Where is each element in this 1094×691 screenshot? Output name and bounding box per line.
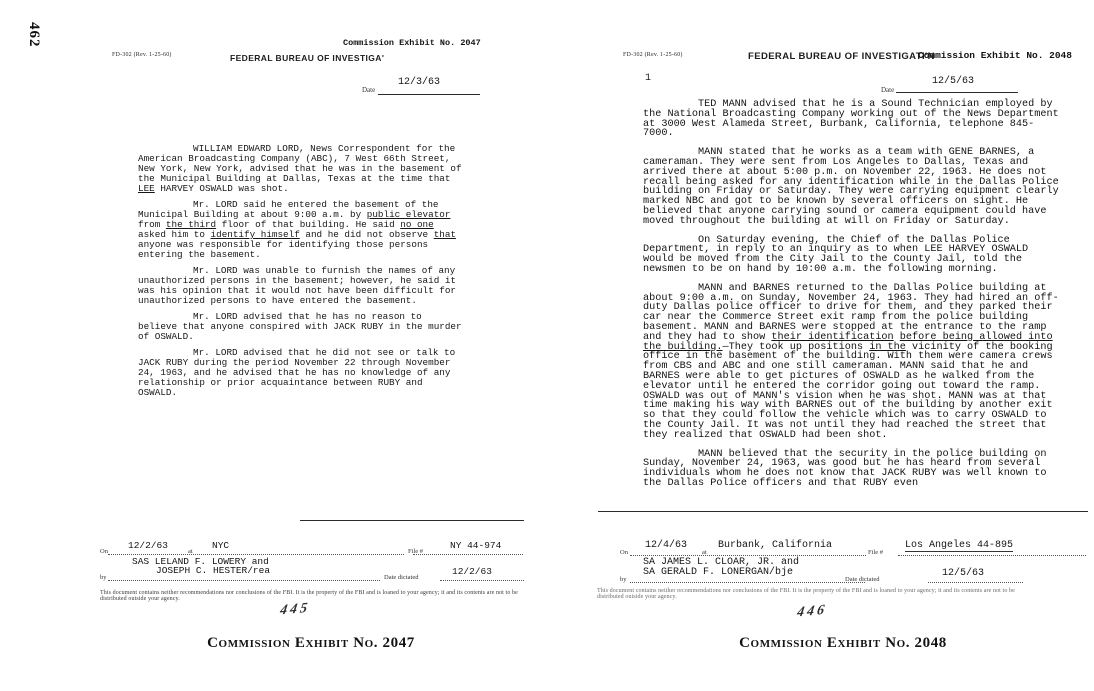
date-dictated-label: Date dictated (845, 576, 880, 583)
body-paragraph: WILLIAM EDWARD LORD, News Correspondent for the American Broadcasting Company (ABC), 7 West 66th Street, New York, New York, advised that he was in the basement of the Municipal Building at Dallas, Texas at the time that LEE HARVEY OSWALD was shot. (138, 143, 462, 194)
disclaimer-text: This document contains neither recommendations nor conclusions of the FBI. It is the property of the FBI and is loaned to your agency; it and its contents are not to be distributed outside your agency. (100, 590, 518, 602)
footer-rule (630, 582, 865, 583)
footer-rule (898, 555, 1086, 556)
date-label: Date (362, 86, 376, 94)
date-value: 12/5/63 (932, 76, 975, 87)
body-paragraph: Mr. LORD said he entered the basement of the Municipal Building at about 9:00 a.m. by public elevator from the third floor of that building. He said no one asked him to identify himself and he did not observe that anyone was responsible for identifying those persons entering the basement. (138, 199, 457, 260)
file-number-label: File # (868, 549, 883, 556)
at-label: at (188, 548, 193, 555)
footer-rule (108, 580, 380, 581)
agent-name: JOSEPH C. HESTER/rea (156, 565, 271, 576)
footer-rule (413, 554, 523, 555)
body-paragraph: On Saturday evening, the Chief of the Dallas Police Department, in reply to an inquiry as to when LEE HARVEY OSWALD would be moved from the City Jail to the County Jail, told the newsmen to be on hand by 10:00 a.m. the following morning. (643, 234, 1029, 275)
on-label: On (100, 548, 108, 555)
body-paragraph: Mr. LORD advised that he has no reason to believe that anyone conspired with JACK RUBY in the murder of OSWALD. (138, 311, 462, 342)
location-value: NYC (212, 540, 230, 551)
location-value: Burbank, California (718, 540, 833, 551)
by-label: by (100, 574, 107, 581)
book-page-number: 462 (26, 22, 42, 48)
footer-rule (440, 580, 524, 581)
footer-rule (928, 582, 1023, 583)
on-label: On (620, 549, 628, 556)
report-body (138, 144, 464, 404)
disclaimer-text: This document contains neither recommendations nor conclusions of the FBI. It is the property of the FBI and is loaned to your agency; it and its contents are not to be distributed outside your agency. (597, 588, 1015, 600)
exhibit-caption: Commission Exhibit No. 2048 (739, 635, 947, 651)
footer-separator (300, 520, 524, 521)
file-number-value: NY 44-974 (450, 540, 502, 551)
agent-name: SA GERALD F. LONERGAN/bje (643, 567, 794, 578)
file-number-label: File # (408, 548, 423, 555)
date-underline (896, 92, 1018, 93)
exhibit-stamp: Commission Exhibit No. 2048 (918, 50, 1072, 61)
interview-date-value: 12/4/63 (645, 540, 688, 551)
body-paragraph: MANN believed that the security in the police building on Sunday, November 24, 1963, was good but he has heard from several individuals whom he does not know that JACK RUBY was well known to the Dallas Police officers and that RUBY even (643, 448, 1047, 489)
exhibit-caption: Commission Exhibit No. 2047 (207, 635, 415, 651)
footer-rule (108, 554, 404, 555)
form-number: FD-302 (Rev. 1-25-60) (112, 52, 172, 58)
by-label: by (620, 576, 627, 583)
footer-rule (630, 555, 866, 556)
agent-name: SAS LELAND F. LOWERY and (132, 556, 269, 567)
report-body (643, 100, 1063, 498)
body-paragraph: TED MANN advised that he is a Sound Technician employed by the National Broadcasting Company working out of the News Department at 3000 West Alameda Street, Burbank, California, telephone 845-7000. (643, 99, 1059, 140)
form-number: FD-302 (Rev. 1-25-60) (623, 52, 683, 58)
file-number-value: Los Angeles 44-895 (905, 540, 1014, 551)
agent-name: SA JAMES L. CLOAR, JR. and (643, 557, 800, 568)
date-dictated-value: 12/2/63 (452, 566, 492, 577)
interview-date-value: 12/2/63 (128, 540, 168, 551)
date-dictated-label: Date dictated (384, 574, 419, 581)
exhibit-stamp: Commission Exhibit No. 2047 (343, 38, 481, 48)
at-label: at (702, 549, 707, 556)
handwritten-page-number: 445 (278, 600, 312, 619)
fbi-header: FEDERAL BUREAU OF INVESTIGATI'N (748, 51, 935, 62)
body-paragraph: MANN stated that he works as a team with GENE BARNES, a cameraman. They were sent from Los Angeles to Dallas, Texas and arrived there at about 5:00 p.m. on November 22, 1963. He does not recall being asked for any identification while in the Dallas Police building on Friday or Saturday. They were carrying equipment clearly marked NBC and got to be known by several officers on sight. He believed that anyone carrying sound or camera equipment could have moved throughout the building at will on Friday or Saturday. (643, 147, 1059, 227)
date-dictated-value: 12/5/63 (942, 568, 985, 579)
page-number: 1 (645, 73, 652, 84)
body-paragraph: MANN and BARNES returned to the Dallas Police building at about 9:00 a.m. on Sunday, November 24, 1963. They had hired an off-duty Dallas police officer to drive for them, and they parked their car near the Commerce Street exit ramp from the police building basement. MANN and BARNES were stopped at the entrance to the ramp and they had to show their identification before being allowed into the building.—They took up positions in the vicinity of the booking office in the basement of the building. With them were camera crews from CBS and ABC and one still cameraman. MANN said that he and BARNES were able to get pictures of OSWALD as he walked from the elevator until he entered the corridor going out toward the ramp. OSWALD was out of MANN's vision when he was shot. MANN was at that time making his way with BARNES out of the building by another exit so that they could follow the vehicle which was to carry OSWALD to the County Jail. It was not until they had reached the street that they realized that OSWALD had been shot. (643, 282, 1059, 441)
body-paragraph: Mr. LORD advised that he did not see or talk to JACK RUBY during the period November 22 through November 24, 1963, and he advised that he has no knowledge of any relationship or prior acquaintance between RUBY and OSWALD. (138, 347, 456, 398)
date-underline (378, 94, 480, 95)
handwritten-page-number: 446 (795, 602, 829, 621)
body-paragraph: Mr. LORD was unable to furnish the names of any unauthorized persons in the basement; however, he said it was his opinion that it would not have been difficult for unauthorized persons to have entered the basement. (138, 265, 457, 306)
date-label: Date (881, 86, 895, 94)
date-value: 12/3/63 (398, 77, 441, 88)
footer-separator (598, 511, 1088, 512)
fbi-header: FEDERAL BUREAU OF INVESTIGA' (230, 53, 385, 63)
